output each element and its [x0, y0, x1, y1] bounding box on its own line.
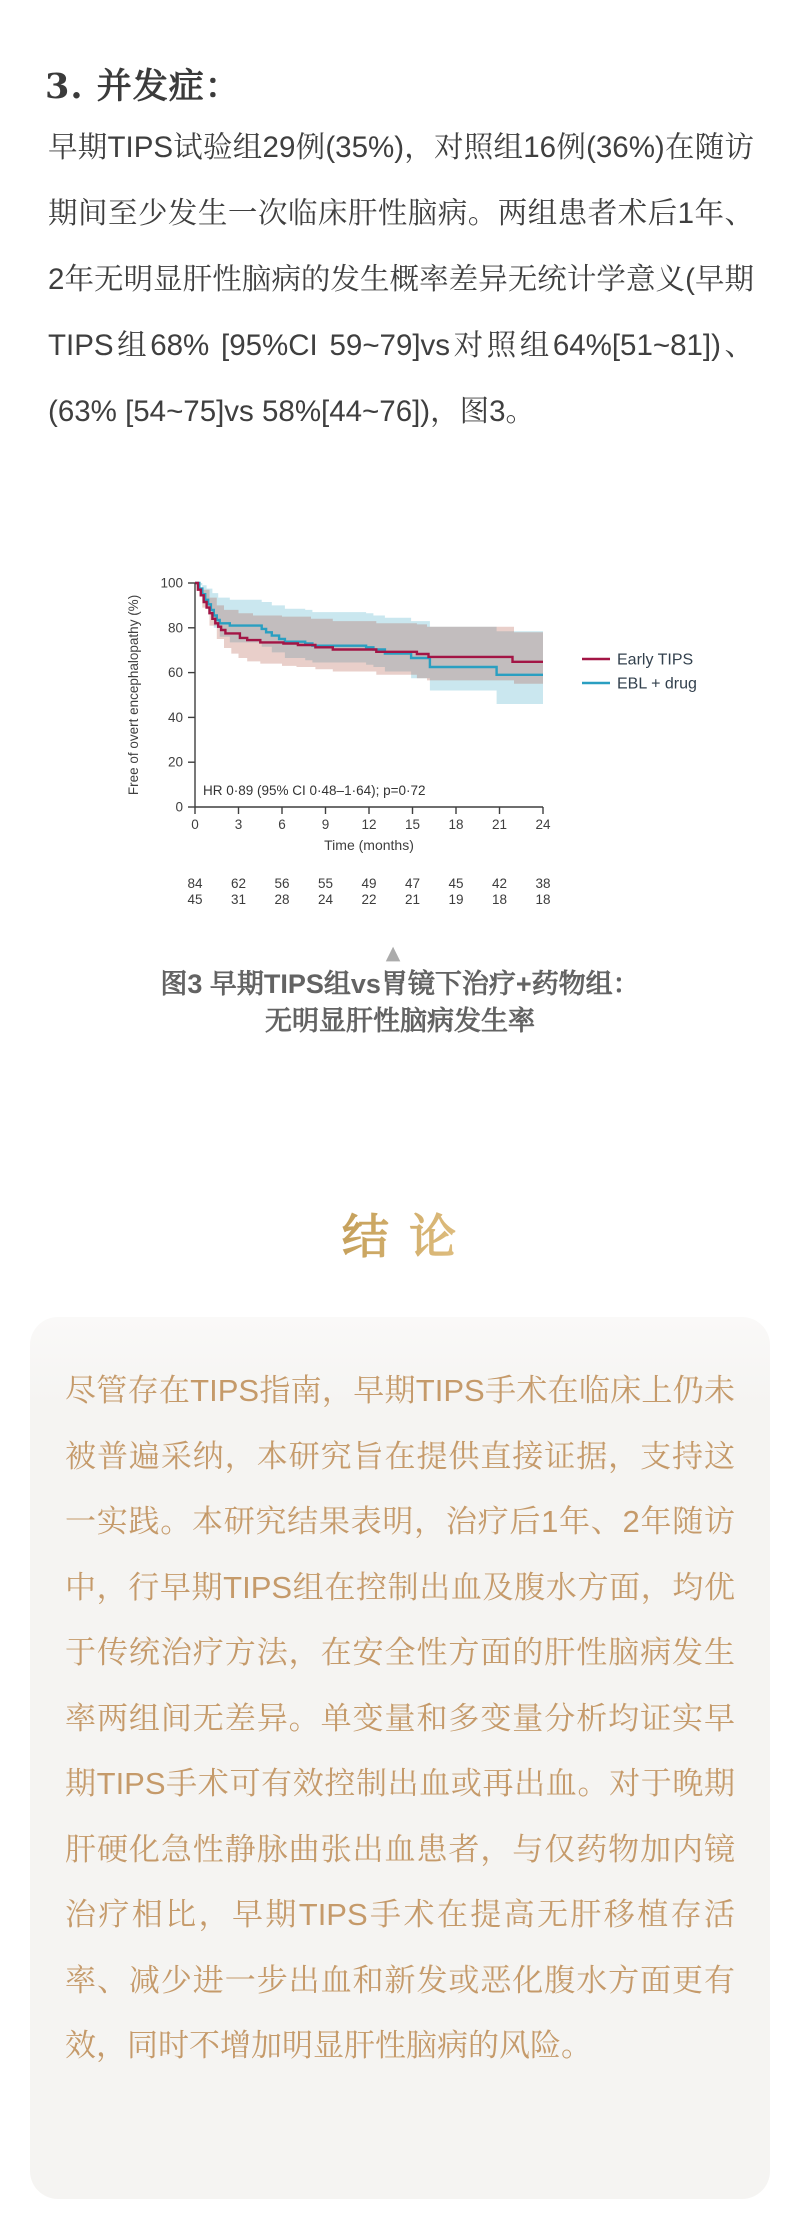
figure-caption	[0, 966, 800, 1040]
legend-label: Early TIPS	[617, 651, 694, 669]
at-risk-value: 55	[317, 876, 334, 891]
y-tick-label: 80	[167, 620, 183, 636]
conclusion-card	[30, 1317, 770, 2199]
km-chart	[80, 555, 780, 920]
x-tick-label: 18	[448, 817, 464, 832]
at-risk-value: 45	[187, 892, 203, 907]
at-risk-value: 18	[491, 892, 508, 907]
at-risk-value: 84	[187, 876, 203, 891]
at-risk-value: 38	[535, 876, 551, 891]
at-risk-value: 56	[274, 876, 290, 891]
at-risk-value: 49	[361, 876, 377, 891]
y-tick-label: 0	[175, 799, 183, 815]
at-risk-value: 21	[404, 892, 421, 907]
section-heading: 3. 并发症：	[45, 66, 241, 108]
at-risk-value: 45	[448, 876, 464, 891]
at-risk-value: 42	[491, 876, 508, 891]
y-tick-label: 40	[167, 709, 183, 725]
legend-label: EBL + drug	[617, 675, 697, 693]
figure-caption-line1: 图3 早期TIPS组vs胃镜下治疗+药物组：	[160, 969, 640, 999]
x-tick-label: 24	[535, 817, 551, 832]
y-tick-label: 60	[167, 665, 183, 681]
x-tick-label: 12	[361, 817, 377, 832]
collapse-arrow-icon[interactable]: ▲	[385, 942, 401, 964]
x-tick-label: 21	[491, 817, 508, 832]
conclusion-heading: 结 论	[0, 1200, 800, 1267]
at-risk-value: 28	[274, 892, 290, 907]
y-tick-label: 20	[167, 754, 183, 770]
x-axis-title: Time (months)	[324, 837, 414, 853]
at-risk-value: 62	[230, 876, 247, 891]
at-risk-value: 19	[448, 892, 464, 907]
at-risk-value: 47	[404, 876, 421, 891]
x-tick-label: 3	[234, 817, 243, 832]
body-paragraph: 早期TIPS试验组29例(35%)，对照组16例(36%)在随访期间至少发生一次临床肝性脑病。两组患者术后1年、2年无明显肝性脑病的发生概率差异无统计学意义(早期TIPS组68% [95%CI 59~79]vs对照组64%[51~81])、(63% [54~75]vs 58%[44~76])，图3。	[48, 130, 754, 428]
ci-band-early-tips	[195, 583, 543, 684]
y-tick-label: 100	[160, 575, 183, 591]
x-tick-label: 0	[191, 817, 199, 832]
at-risk-value: 31	[230, 892, 247, 907]
x-tick-label: 15	[404, 817, 421, 832]
figure-caption-line2: 无明显肝性脑病发生率	[265, 1006, 535, 1036]
at-risk-value: 18	[535, 892, 551, 907]
conclusion-body: 尽管存在TIPS指南，早期TIPS手术在临床上仍未被普遍采纳，本研究旨在提供直接证据，支持这一实践。本研究结果表明，治疗后1年、2年随访中，行早期TIPS组在控制出血及腹水方面，均优于传统治疗方法，在安全性方面的肝性脑病发生率两组间无差异。单变量和多变量分析均证实早期TIPS手术可有效控制出血或再出血。对于晚期肝硬化急性静脉曲张出血患者，与仅药物加内镜治疗相比，早期TIPS手术在提高无肝移植存活率、减少进一步出血和新发或恶化腹水方面更有效，同时不增加明显肝性脑病的风险。	[65, 1373, 735, 2063]
y-axis-title: Free of overt encephalopathy (%)	[126, 594, 141, 796]
hr-annotation: HR 0·89 (95% CI 0·48–1·64); p=0·72	[203, 783, 426, 798]
x-tick-label: 9	[321, 817, 330, 832]
at-risk-value: 22	[361, 892, 377, 907]
at-risk-value: 24	[317, 892, 334, 907]
x-tick-label: 6	[278, 817, 286, 832]
